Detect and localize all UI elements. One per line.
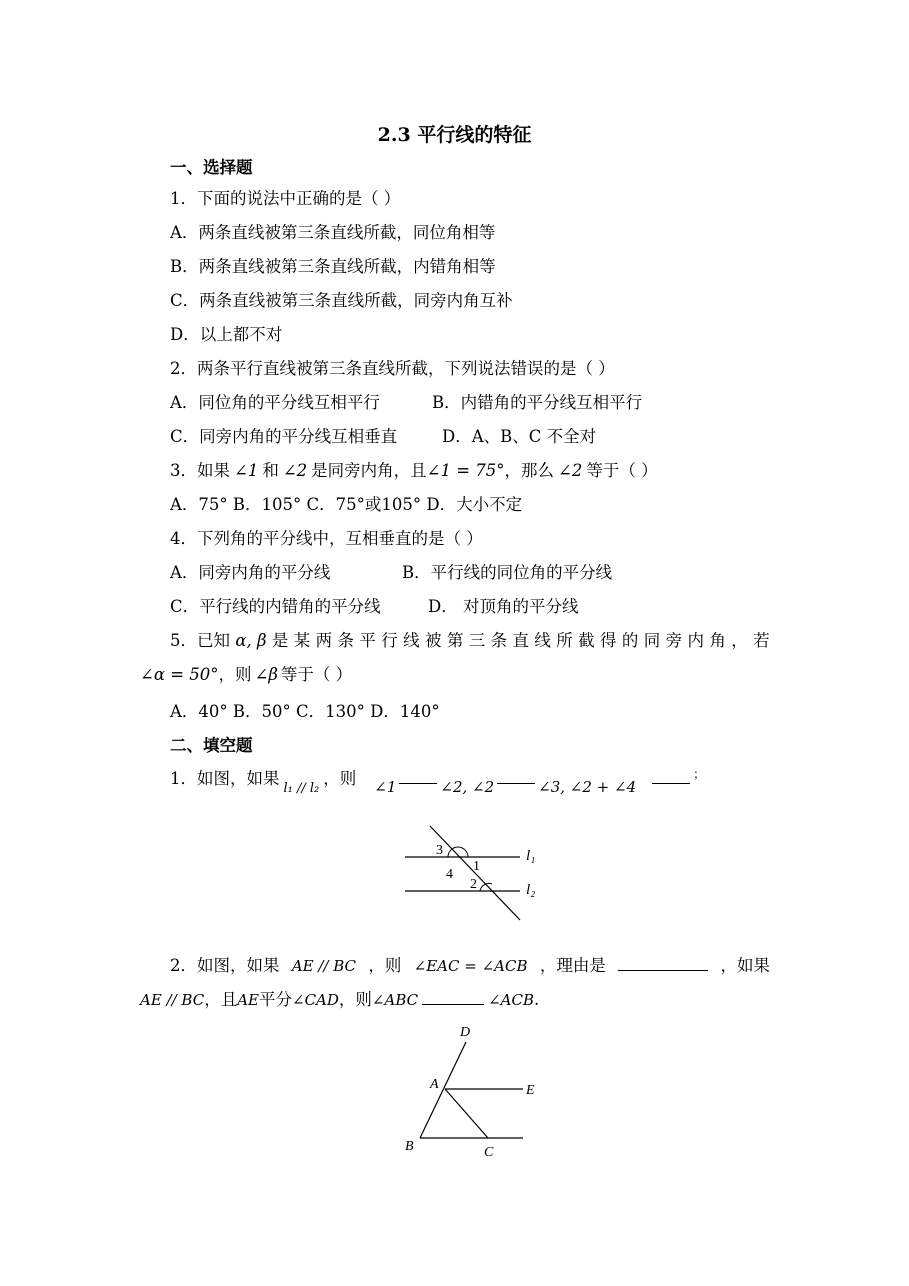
q5-stem-line1	[170, 629, 770, 653]
q5-pre: 5．已知	[170, 631, 230, 650]
parallel-lines-figure	[400, 822, 540, 922]
q5-options: A．40° B．50° C．130° D．140°	[170, 702, 440, 721]
f2-parallel-1: AE // BC	[291, 957, 357, 975]
q3-stem-end: 等于（ ）	[586, 461, 658, 480]
q3-stem	[170, 459, 658, 483]
f2-and: ，且	[204, 990, 238, 1009]
f1-angle3: ∠3, ∠2 + ∠4	[538, 778, 637, 796]
point-label-a: A	[430, 1077, 439, 1092]
angle-label-3: 3	[436, 843, 443, 858]
f2-pre: 2．如图，如果	[170, 956, 280, 975]
q5-char: 两	[315, 631, 333, 650]
section-fill-heading: 二、填空题	[170, 736, 253, 755]
q5-beta: ∠β	[254, 665, 278, 684]
f2-then: ，则	[368, 956, 402, 975]
angle-label-1: 1	[473, 859, 480, 874]
f2-reason-label: ，理由是	[539, 956, 606, 975]
angle-label-4: 4	[446, 867, 453, 882]
q3-condition: ∠1 = 75°	[426, 461, 505, 480]
f1-angle1: ∠1	[374, 778, 397, 796]
q5-char: 线	[403, 631, 420, 650]
angle-label-2: 2	[470, 877, 477, 892]
point-label-b: B	[405, 1139, 414, 1154]
q3-angle2: ∠2	[282, 461, 308, 480]
ray-ad	[420, 1042, 466, 1138]
q5-char: 第	[446, 631, 464, 650]
q5-char: 条	[490, 631, 508, 650]
segment-ac	[445, 1089, 488, 1138]
point-label-e: E	[526, 1083, 535, 1098]
q2-stem: 2．两条平行直线被第三条直线所截，下列说法错误的是（ ）	[170, 359, 615, 378]
q5-char: 直	[512, 631, 530, 650]
f2-line1-end: ，如果	[720, 956, 770, 975]
q5-char: 同	[643, 631, 661, 650]
q2-option-a: A．同位角的平分线互相平行	[170, 393, 380, 412]
q1-option-d: D．以上都不对	[170, 325, 283, 344]
q5-char: 得	[600, 631, 617, 650]
f1-blank-1[interactable]	[399, 767, 437, 784]
f1-end: ；	[693, 767, 706, 781]
q5-alpha-beta: α, β	[235, 631, 267, 650]
q2-option-d: D．A、B、C 不全对	[442, 427, 597, 446]
f2-blank-relation[interactable]	[422, 988, 484, 1005]
q5-char: 若	[753, 631, 770, 650]
q3-stem-pre: 3．如果	[170, 461, 230, 480]
q1-stem: 1．下面的说法中正确的是（ ）	[170, 189, 401, 208]
q5-char: 所	[556, 631, 573, 650]
f1-angle2: ∠2, ∠2	[440, 778, 495, 796]
q4-option-a: A．同旁内角的平分线	[170, 563, 331, 582]
q5-char: 线	[534, 631, 551, 650]
f2-blank-reason[interactable]	[618, 954, 708, 971]
q3-stem-post: ，那么	[504, 461, 555, 480]
triangle-figure	[400, 1020, 550, 1160]
q3-angle1: ∠1	[234, 461, 259, 480]
q5-char: 角	[709, 631, 726, 650]
f2-acb: ∠ACB	[488, 991, 535, 1009]
f1-then: ，则	[323, 769, 357, 788]
q5-condition: ∠α = 50°	[140, 665, 219, 684]
f1-blank-3[interactable]	[652, 767, 690, 784]
q4-option-b: B．平行线的同位角的平分线	[402, 563, 613, 582]
f2-bisect: 平分	[259, 990, 293, 1009]
q5-end: 等于（ ）	[280, 665, 353, 684]
point-label-d: D	[460, 1025, 471, 1040]
q1-option-b: B．两条直线被第三条直线所截，内错角相等	[170, 257, 496, 276]
q5-char: 某	[293, 631, 311, 650]
q3-angle2b: ∠2	[558, 461, 583, 480]
point-label-c: C	[484, 1145, 494, 1160]
q5-char: 平	[359, 631, 376, 650]
q5-char: 是	[271, 631, 289, 650]
q5-char: 的	[621, 631, 639, 650]
page-title: 2.3 平行线的特征	[377, 124, 532, 146]
f2-stem-line2	[140, 988, 539, 1012]
q5-char: 内	[687, 631, 705, 650]
section-choice-heading: 一、选择题	[170, 158, 253, 177]
q5-char: 截	[578, 631, 595, 650]
q4-stem: 4．下列角的平分线中，互相垂直的是（ ）	[170, 529, 483, 548]
q4-option-d: D． 对顶角的平分线	[428, 597, 579, 616]
q5-stem-line2	[140, 663, 352, 687]
f2-parallel-2: AE // BC	[140, 991, 205, 1009]
f1-stem	[170, 767, 706, 796]
q1-option-a: A．两条直线被第三条直线所截，同位角相等	[170, 223, 496, 242]
f1-blank-2[interactable]	[497, 767, 535, 784]
q1-option-c: C．两条直线被第三条直线所截，同旁内角互补	[170, 291, 513, 310]
q2-option-b: B．内错角的平分线互相平行	[432, 393, 643, 412]
f1-parallel: l₁ // l₂	[283, 781, 320, 796]
q3-and: 和	[262, 461, 279, 480]
f2-period: .	[534, 990, 540, 1009]
line-label-l1: l₁	[526, 848, 536, 864]
q5-char: 三	[468, 631, 486, 650]
q3-options: A．75° B．105° C．75°或105° D．大小不定	[170, 495, 523, 514]
q5-char: ，	[731, 631, 748, 650]
q5-char: 行	[381, 631, 398, 650]
f2-abc: ∠ABC	[371, 991, 419, 1009]
f2-stem-line1	[170, 954, 770, 978]
q4-option-c: C．平行线的内错角的平分线	[170, 597, 381, 616]
q5-char: 被	[425, 631, 442, 650]
q2-option-c: C．同旁内角的平分线互相垂直	[170, 427, 398, 446]
f2-ae: AE	[237, 991, 260, 1009]
q5-then: ，则	[218, 665, 252, 684]
f2-cad: ∠CAD	[292, 991, 339, 1009]
f2-then2: ，则	[338, 990, 372, 1009]
q3-stem-mid: 是同旁内角，且	[311, 461, 427, 480]
f2-equation: ∠EAC = ∠ACB	[413, 957, 528, 975]
line-label-l2: l₂	[526, 882, 536, 898]
q5-char: 条	[337, 631, 355, 650]
f1-pre: 1．如图，如果	[170, 769, 280, 788]
q5-char: 旁	[665, 631, 683, 650]
